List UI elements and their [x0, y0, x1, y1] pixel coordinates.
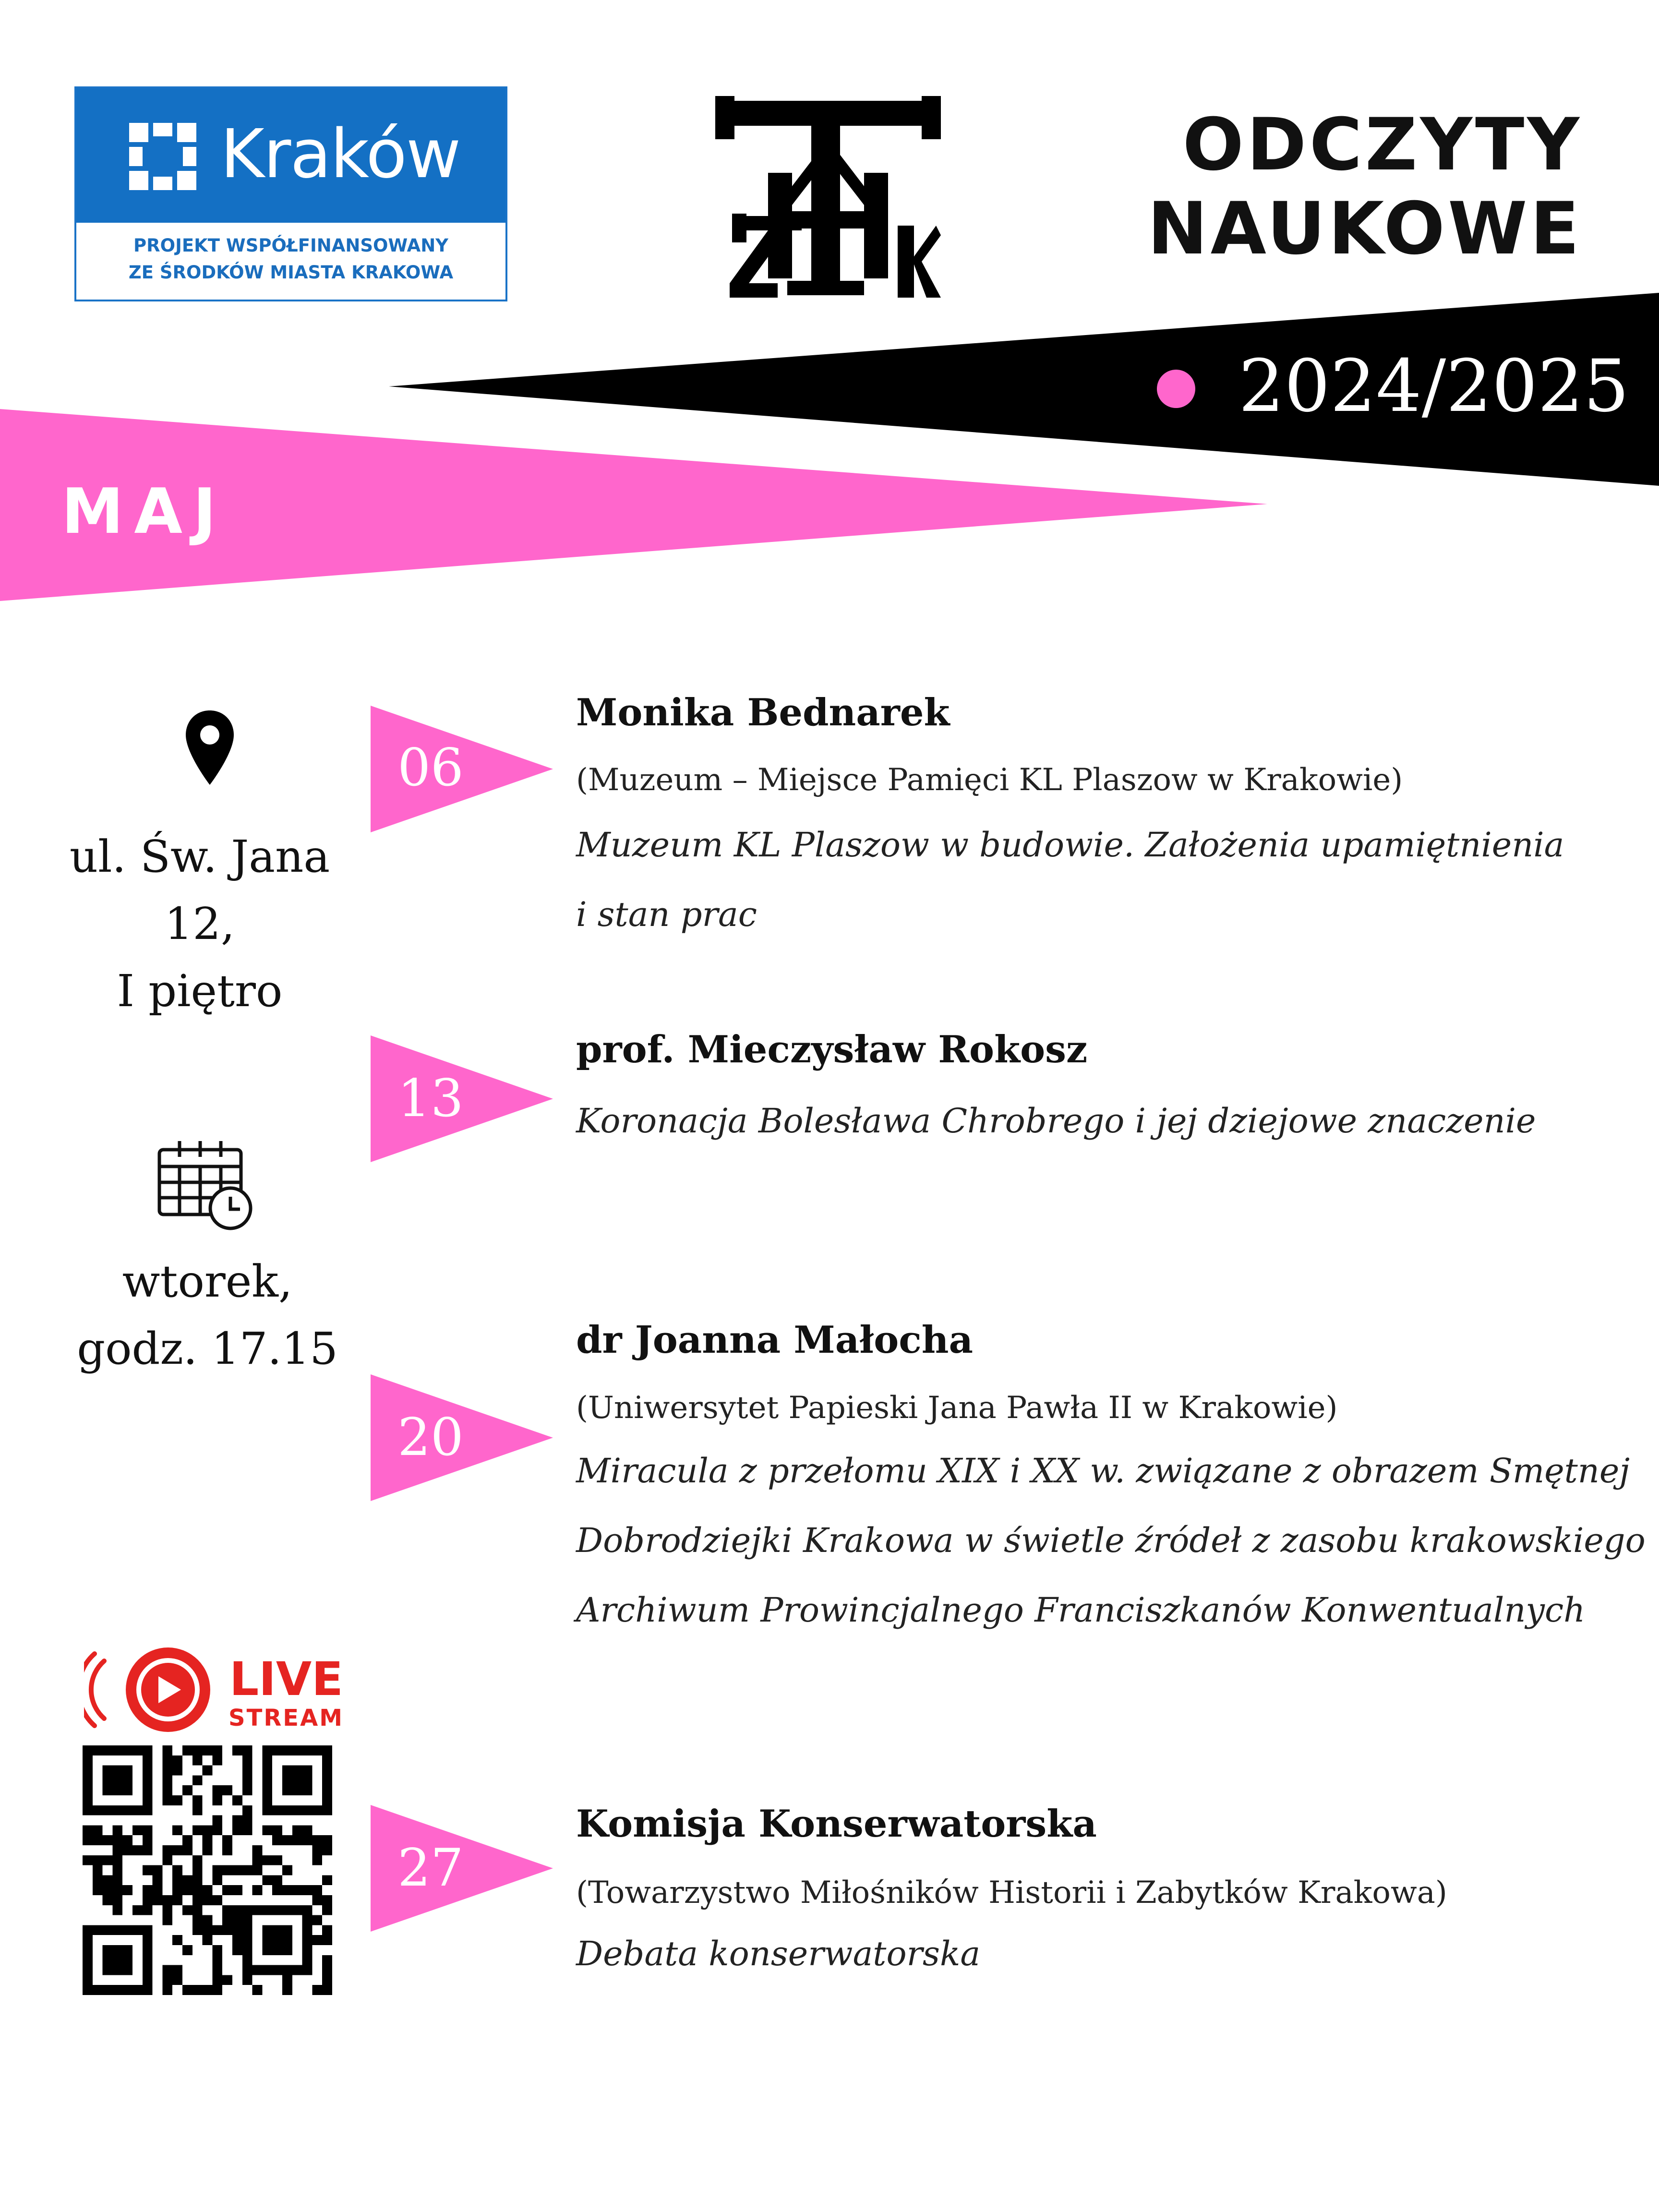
stream-label: STREAM — [228, 1705, 344, 1731]
event-title-line: Dobrodziejki Krakowa w świetle źródeł z zasobu krakowskiego — [576, 1521, 1646, 1560]
decorative-banners — [0, 0, 1659, 624]
season-dot-icon — [1157, 370, 1195, 408]
event-affiliation: (Uniwersytet Papieski Jana Pawła II w Krakowie) — [576, 1390, 1338, 1426]
schedule-time — [39, 1248, 375, 1382]
event-title-line: Miracula z przełomu XIX i XX w. związane z obrazem Smętnej — [576, 1451, 1630, 1491]
event-title — [576, 1436, 1646, 1645]
calendar-clock-icon — [155, 1135, 260, 1231]
event-affiliation: (Towarzystwo Miłośników Historii i Zabytków Krakowa) — [576, 1875, 1447, 1911]
address-line: I piętro — [117, 965, 283, 1017]
month-label: MAJ — [61, 475, 227, 548]
event-speaker: prof. Mieczysław Rokosz — [576, 1028, 1088, 1071]
event-title-line: i stan prac — [576, 895, 757, 934]
map-pin-icon — [183, 708, 236, 790]
event-title-line: Debata konserwatorska — [576, 1934, 981, 1973]
live-label: LIVE — [229, 1652, 343, 1706]
location-address — [32, 823, 368, 1025]
event-day: 27 — [397, 1838, 464, 1898]
title-line: ODCZYTY — [1182, 103, 1582, 187]
event-speaker: Monika Bednarek — [576, 691, 950, 734]
schedule-line: godz. 17.15 — [77, 1323, 338, 1374]
livestream-qr-code[interactable] — [83, 1745, 332, 1995]
sponsor-note-line: PROJEKT WSPÓŁFINANSOWANY — [133, 235, 448, 256]
season-label: 2024/2025 — [1238, 345, 1630, 428]
schedule-line: wtorek, — [122, 1256, 293, 1307]
event-title-line: Archiwum Prowincjalnego Franciszkanów Konwentualnych — [576, 1590, 1586, 1630]
title-line: NAUKOWE — [1147, 187, 1582, 271]
event-speaker: dr Joanna Małocha — [576, 1318, 974, 1362]
event-day: 20 — [397, 1407, 464, 1467]
event-title — [576, 1086, 1536, 1156]
krakow-logo-name: Kraków — [220, 115, 460, 193]
sponsor-note-line: ZE ŚRODKÓW MIASTA KRAKOWA — [128, 262, 454, 283]
event-title — [576, 810, 1564, 950]
event-title — [576, 1919, 980, 1989]
event-title-line: Muzeum KL Plaszow w budowie. Założenia upamiętnienia — [576, 825, 1564, 865]
event-title-line: Koronacja Bolesława Chrobrego i jej dziejowe znaczenie — [576, 1101, 1536, 1141]
event-day: 13 — [397, 1069, 464, 1129]
address-line: ul. Św. Jana 12, — [69, 831, 330, 950]
event-affiliation: (Muzeum – Miejsce Pamięci KL Plaszow w Krakowie) — [576, 762, 1403, 798]
event-speaker: Komisja Konserwatorska — [576, 1802, 1097, 1846]
event-day: 06 — [397, 738, 464, 798]
